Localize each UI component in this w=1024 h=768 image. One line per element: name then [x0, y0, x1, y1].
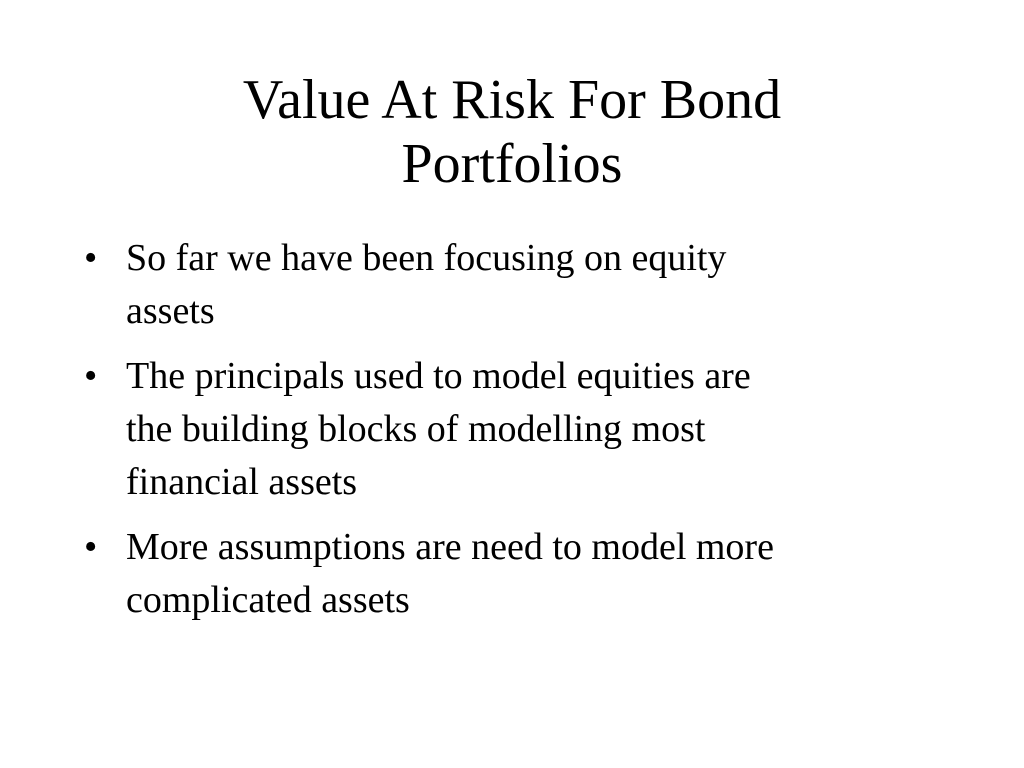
bullet-text — [126, 521, 916, 627]
bullet-list — [84, 232, 924, 639]
slide-title — [112, 68, 912, 196]
bullet-text — [126, 232, 916, 338]
bullet-icon: • — [84, 237, 98, 279]
bullet-icon: • — [84, 526, 98, 568]
bullet-item — [84, 350, 924, 509]
bullet-text — [126, 350, 916, 509]
bullet-item — [84, 521, 924, 627]
bullet-text-line: the building blocks of modelling most — [126, 408, 706, 450]
slide-title-line-1: Value At Risk For Bond — [242, 69, 782, 131]
bullet-icon: • — [84, 355, 98, 397]
bullet-text-line: assets — [126, 290, 215, 332]
bullet-text-line: The principals used to model equities are — [126, 355, 751, 397]
bullet-text-line: So far we have been focusing on equity — [126, 237, 727, 279]
bullet-text-line: complicated assets — [126, 579, 410, 621]
slide-title-line-2: Portfolios — [401, 133, 623, 195]
bullet-text-line: financial assets — [126, 461, 358, 503]
bullet-item — [84, 232, 924, 338]
bullet-text-line: More assumptions are need to model more — [126, 526, 774, 568]
